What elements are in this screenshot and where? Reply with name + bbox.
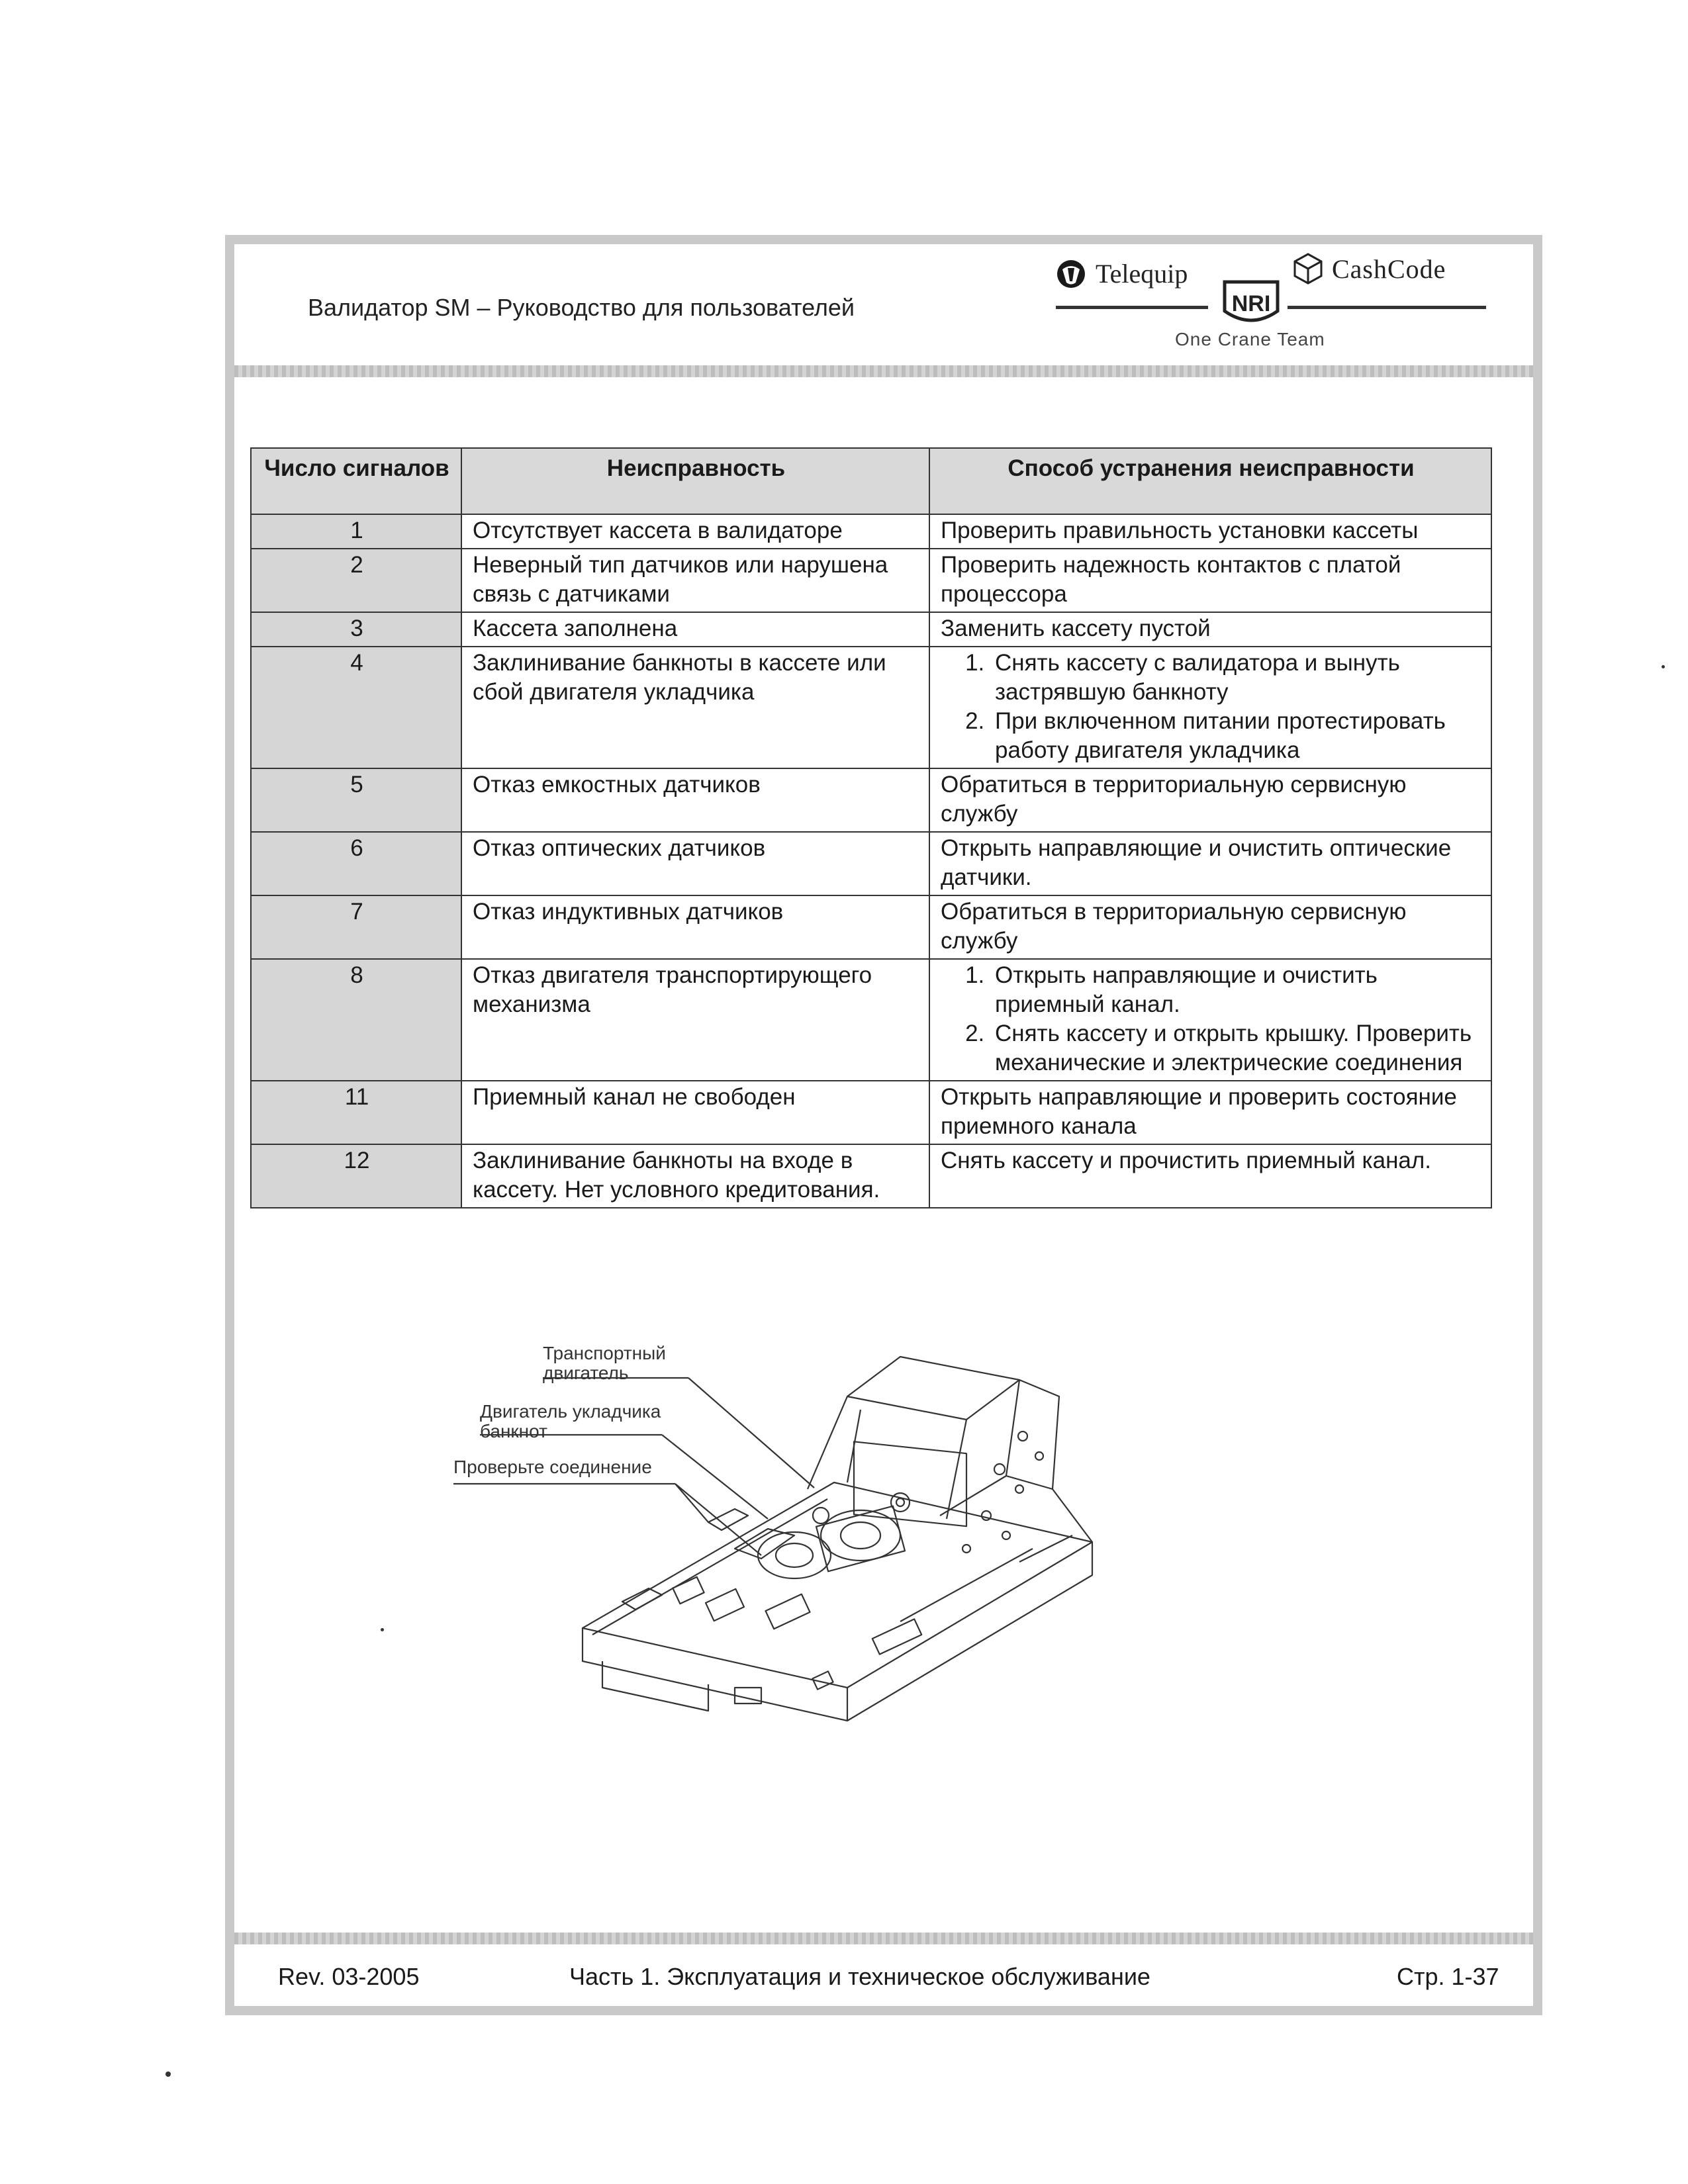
signal-count-cell: 7	[251, 895, 461, 959]
fix-steps-list	[941, 649, 1481, 765]
fault-cell: Отказ индуктивных датчиков	[461, 895, 929, 959]
table-row	[251, 514, 1491, 549]
fault-table	[250, 447, 1492, 1208]
cashcode-wordmark: CashCode	[1332, 253, 1446, 284]
signal-count-cell: 4	[251, 647, 461, 768]
fault-cell: Отказ оптических датчиков	[461, 832, 929, 895]
fix-cell	[929, 959, 1491, 1081]
fix-cell: Открыть направляющие и очистить оптические датчики.	[929, 832, 1491, 895]
table-row	[251, 959, 1491, 1081]
table-row	[251, 1144, 1491, 1208]
scan-speck	[381, 1628, 384, 1631]
header-divider	[234, 365, 1533, 377]
fix-cell: Заменить кассету пустой	[929, 612, 1491, 647]
column-header-signals: Число сигналов	[251, 448, 461, 514]
signal-count-cell: 3	[251, 612, 461, 647]
footer-divider	[234, 1933, 1533, 1944]
brand-tagline: One Crane Team	[1175, 329, 1325, 349]
fix-cell: Проверить правильность установки кассеты	[929, 514, 1491, 549]
telequip-logo	[1056, 258, 1188, 289]
page-number: Стр. 1-37	[1397, 1963, 1499, 1990]
svg-text:NRI: NRI	[1231, 291, 1271, 316]
callout-check-connection: Проверьте соединение	[453, 1457, 652, 1477]
telequip-wordmark: Telequip	[1096, 259, 1188, 289]
signal-count-cell: 2	[251, 549, 461, 612]
fault-cell: Заклинивание банкноты в кассете или сбой двигателя укладчика	[461, 647, 929, 768]
nri-crane-logo	[1219, 277, 1283, 333]
signal-count-cell: 12	[251, 1144, 461, 1208]
document-title: Валидатор SM – Руководство для пользователей	[308, 294, 855, 321]
scan-speck	[165, 2071, 171, 2077]
fix-steps-list	[941, 961, 1481, 1077]
callout-transport-motor: Транспортный двигатель	[543, 1343, 666, 1383]
validator-mechanism-figure	[424, 1317, 1152, 1820]
table-row	[251, 1081, 1491, 1144]
brand-logos	[1046, 251, 1509, 364]
revision-label: Rev. 03-2005	[278, 1963, 420, 1990]
fault-cell: Отказ двигателя транспортирующего механизма	[461, 959, 929, 1081]
cashcode-logo	[1291, 251, 1446, 286]
callout-stacker-motor: Двигатель укладчика банкнот	[480, 1401, 661, 1441]
fix-cell	[929, 647, 1491, 768]
fix-step: 2. При включенном питании протестировать работу двигателя укладчика	[991, 707, 1481, 765]
fault-cell: Приемный канал не свободен	[461, 1081, 929, 1144]
signal-count-cell: 6	[251, 832, 461, 895]
validator-mechanism-drawing	[424, 1317, 1152, 1820]
logo-underline-left	[1056, 306, 1208, 309]
signal-count-cell: 1	[251, 514, 461, 549]
fix-cell: Обратиться в территориальную сервисную службу	[929, 895, 1491, 959]
cashcode-cube-icon	[1291, 251, 1325, 286]
fix-cell: Снять кассету и прочистить приемный канал.	[929, 1144, 1491, 1208]
table-row	[251, 612, 1491, 647]
fault-cell: Отказ емкостных датчиков	[461, 768, 929, 832]
fix-step: 1. Открыть направляющие и очистить приемный канал.	[991, 961, 1481, 1019]
fault-cell: Заклинивание банкноты на входе в кассету. Нет условного кредитования.	[461, 1144, 929, 1208]
table-row	[251, 549, 1491, 612]
scan-speck	[1662, 665, 1665, 668]
table-row	[251, 647, 1491, 768]
signal-count-cell: 5	[251, 768, 461, 832]
table-row	[251, 768, 1491, 832]
signal-count-cell: 8	[251, 959, 461, 1081]
table-row	[251, 832, 1491, 895]
fault-cell: Кассета заполнена	[461, 612, 929, 647]
fix-step: 2. Снять кассету и открыть крышку. Проверить механические и электрические соединения	[991, 1019, 1481, 1077]
fault-cell: Неверный тип датчиков или нарушена связь с датчиками	[461, 549, 929, 612]
nri-shield-icon	[1219, 277, 1283, 330]
fix-cell: Открыть направляющие и проверить состояние приемного канала	[929, 1081, 1491, 1144]
table-header-row	[251, 448, 1491, 514]
fix-step: 1. Снять кассету с валидатора и вынуть застрявшую банкноту	[991, 649, 1481, 707]
table-row	[251, 895, 1491, 959]
telequip-globe-icon	[1056, 259, 1086, 289]
section-label: Часть 1. Эксплуатация и техническое обслуживание	[569, 1963, 1150, 1990]
logo-underline-right	[1288, 306, 1486, 309]
column-header-fault: Неисправность	[461, 448, 929, 514]
fix-cell: Проверить надежность контактов с платой процессора	[929, 549, 1491, 612]
column-header-fix: Способ устранения неисправности	[929, 448, 1491, 514]
signal-count-cell: 11	[251, 1081, 461, 1144]
fault-cell: Отсутствует кассета в валидаторе	[461, 514, 929, 549]
fix-cell: Обратиться в территориальную сервисную службу	[929, 768, 1491, 832]
